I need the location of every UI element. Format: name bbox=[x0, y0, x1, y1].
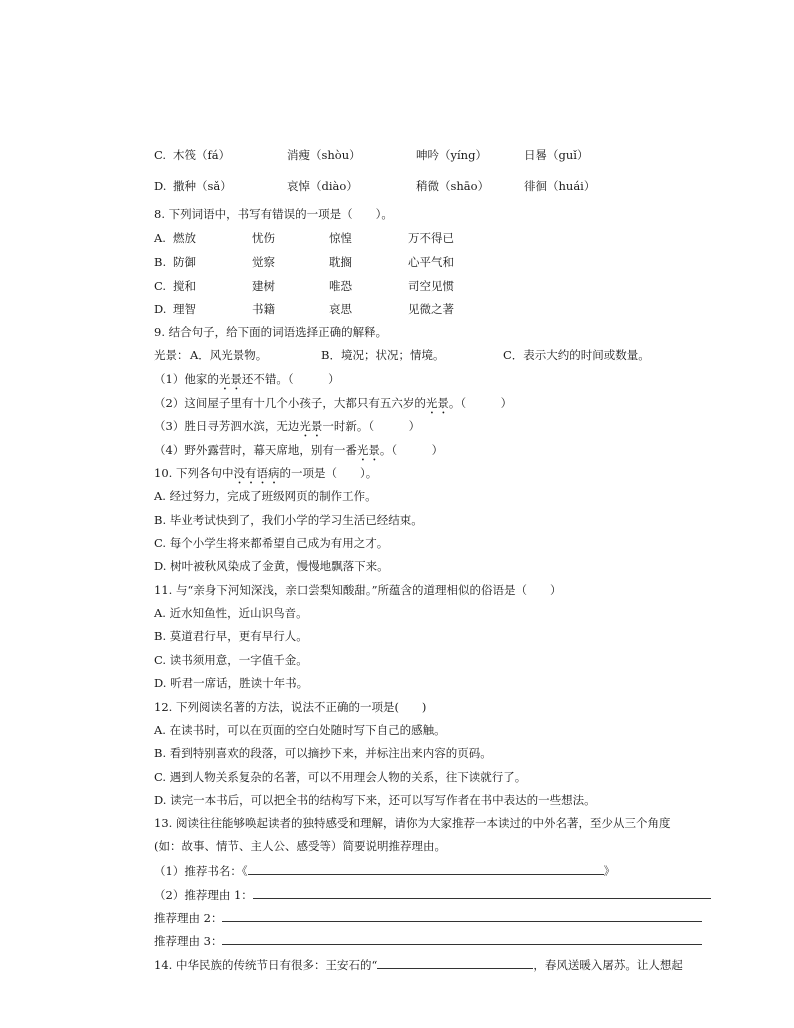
word-pinyin: 呻吟（yíng） bbox=[416, 148, 487, 162]
q12-stem: 12. 下列阅读名著的方法，说法不正确的一项是( ) bbox=[154, 700, 427, 714]
q9-sentence-4: （4）野外露营时，幕天席地，别有一番光景。（ ） bbox=[154, 443, 444, 457]
q14-poem-blank[interactable] bbox=[377, 956, 533, 969]
q9-stem: 9. 结合句子，给下面的词语选择正确的解释。 bbox=[154, 325, 388, 339]
q10-option-a: A. 经过努力，完成了班级网页的制作工作。 bbox=[154, 489, 377, 503]
definition-c: C．表示大约的时间或数量。 bbox=[503, 348, 650, 362]
q11-stem: 11. 与“亲身下河知深浅，亲口尝梨知酸甜。”所蕴含的道理相似的俗语是（ ） bbox=[154, 583, 562, 597]
word-pinyin: 撒种（sǎ） bbox=[173, 179, 232, 193]
q14-line bbox=[154, 956, 683, 973]
option-word: 书籍 bbox=[252, 302, 275, 316]
reason-3-label: 推荐理由 3： bbox=[154, 934, 223, 948]
q11-option-b: B. 莫道君行早，更有早行人。 bbox=[154, 629, 308, 643]
reason-2-label: 推荐理由 2： bbox=[154, 911, 223, 925]
q10-option-b: B. 毕业考试快到了，我们小学的学习生活已经结束。 bbox=[154, 513, 423, 527]
q13-stem-line-1: 13. 阅读往往能够唤起读者的独特感受和理解，请你为大家推荐一本读过的中外名著，至少从三个角度 bbox=[154, 816, 671, 830]
option-word: 建树 bbox=[252, 279, 275, 293]
word-pinyin: 木筏（fá） bbox=[173, 148, 231, 162]
emphasized-word: 光景 bbox=[356, 443, 380, 457]
option-label: C. bbox=[154, 279, 167, 293]
q10-option-c: C. 每个小学生将来都希望自己成为有用之才。 bbox=[154, 536, 389, 550]
q8-stem: 8. 下列词语中，书写有错误的一项是（ ）。 bbox=[154, 207, 393, 221]
option-word: 燃放 bbox=[173, 231, 196, 245]
reason-2-blank[interactable] bbox=[222, 909, 702, 922]
emphasized-word: 光景 bbox=[299, 419, 323, 433]
option-label: C. bbox=[154, 148, 167, 162]
option-word: 搅和 bbox=[173, 279, 196, 293]
option-word: 万不得已 bbox=[408, 231, 454, 245]
option-word: 唯恐 bbox=[329, 279, 352, 293]
option-word: 耽搁 bbox=[329, 255, 352, 269]
q12-option-d: D. 读完一本书后，可以把全书的结构写下来，还可以写写作者在书中表达的一些想法。 bbox=[154, 793, 596, 807]
word-pinyin: 徘徊（huái） bbox=[524, 179, 596, 193]
option-word: 哀思 bbox=[329, 302, 352, 316]
word-pinyin: 消瘦（shòu） bbox=[287, 148, 361, 162]
q9-sentence-2: （2）这间屋子里有十几个小孩子，大都只有五六岁的光景。（ ） bbox=[154, 396, 513, 410]
q13-reason-1-line bbox=[154, 886, 711, 903]
option-label: B. bbox=[154, 255, 167, 269]
reason-1-label: （2）推荐理由 1： bbox=[154, 888, 253, 902]
emphasized-word: 没有语病 bbox=[233, 466, 280, 480]
book-title-blank[interactable] bbox=[248, 862, 604, 875]
option-word: 忧伤 bbox=[252, 231, 275, 245]
option-word: 理智 bbox=[173, 302, 196, 316]
q9-sentence-1: （1）他家的光景还不错。（ ） bbox=[154, 372, 340, 386]
q10-option-d: D. 树叶被秋风染成了金黄，慢慢地飘落下来。 bbox=[154, 559, 389, 573]
word-pinyin: 日晷（guǐ） bbox=[524, 148, 589, 162]
q14-stem-pre: 14. 中华民族的传统节日有很多：王安石的“ bbox=[154, 958, 378, 972]
option-label: A. bbox=[154, 231, 166, 245]
definition-head: 光景： bbox=[154, 348, 189, 362]
q9-sentence-3: （3）胜日寻芳泗水滨，无边光景一时新。（ ） bbox=[154, 419, 421, 433]
word-pinyin: 哀悼（diào） bbox=[287, 179, 358, 193]
q11-option-d: D. 听君一席话，胜读十年书。 bbox=[154, 676, 309, 690]
option-word: 心平气和 bbox=[408, 255, 454, 269]
option-word: 司空见惯 bbox=[408, 279, 454, 293]
definition-a: A．风光景物。 bbox=[190, 348, 268, 362]
definition-b: B．境况；状况；情境。 bbox=[321, 348, 445, 362]
q11-option-a: A. 近水知鱼性，近山识鸟音。 bbox=[154, 606, 308, 620]
option-label: D. bbox=[154, 302, 167, 316]
q12-option-b: B. 看到特别喜欢的段落，可以摘抄下来，并标注出来内容的页码。 bbox=[154, 746, 492, 760]
q10-stem: 10. 下列各句中没有语病的一项是（ ）。 bbox=[154, 466, 378, 480]
option-word: 防御 bbox=[173, 255, 196, 269]
emphasized-word: 光景 bbox=[425, 396, 449, 410]
option-word: 见微之著 bbox=[408, 302, 454, 316]
emphasized-word: 光景 bbox=[218, 372, 242, 386]
q13-book-line: （1）推荐书名：《 》 bbox=[154, 864, 616, 878]
q12-option-c: C. 遇到人物关系复杂的名著，可以不用理会人物的关系，往下读就行了。 bbox=[154, 770, 527, 784]
word-pinyin: 稍微（shāo） bbox=[416, 179, 490, 193]
book-label: （1）推荐书名：《 bbox=[154, 864, 248, 878]
q14-stem-post: ，春风送暖入屠苏。让人想起 bbox=[533, 958, 683, 972]
q12-option-a: A. 在读书时，可以在页面的空白处随时写下自己的感触。 bbox=[154, 723, 446, 737]
option-word: 觉察 bbox=[252, 255, 275, 269]
option-label: D. bbox=[154, 179, 167, 193]
q13-stem-line-2: (如：故事、情节、主人公、感受等）简要说明推荐理由。 bbox=[154, 839, 446, 853]
q13-reason-2-line bbox=[154, 909, 702, 926]
option-word: 惊惶 bbox=[329, 231, 352, 245]
q11-option-c: C. 读书须用意，一字值千金。 bbox=[154, 653, 308, 667]
reason-3-blank[interactable] bbox=[222, 932, 702, 945]
reason-1-blank[interactable] bbox=[253, 886, 711, 899]
q13-reason-3-line bbox=[154, 932, 702, 949]
